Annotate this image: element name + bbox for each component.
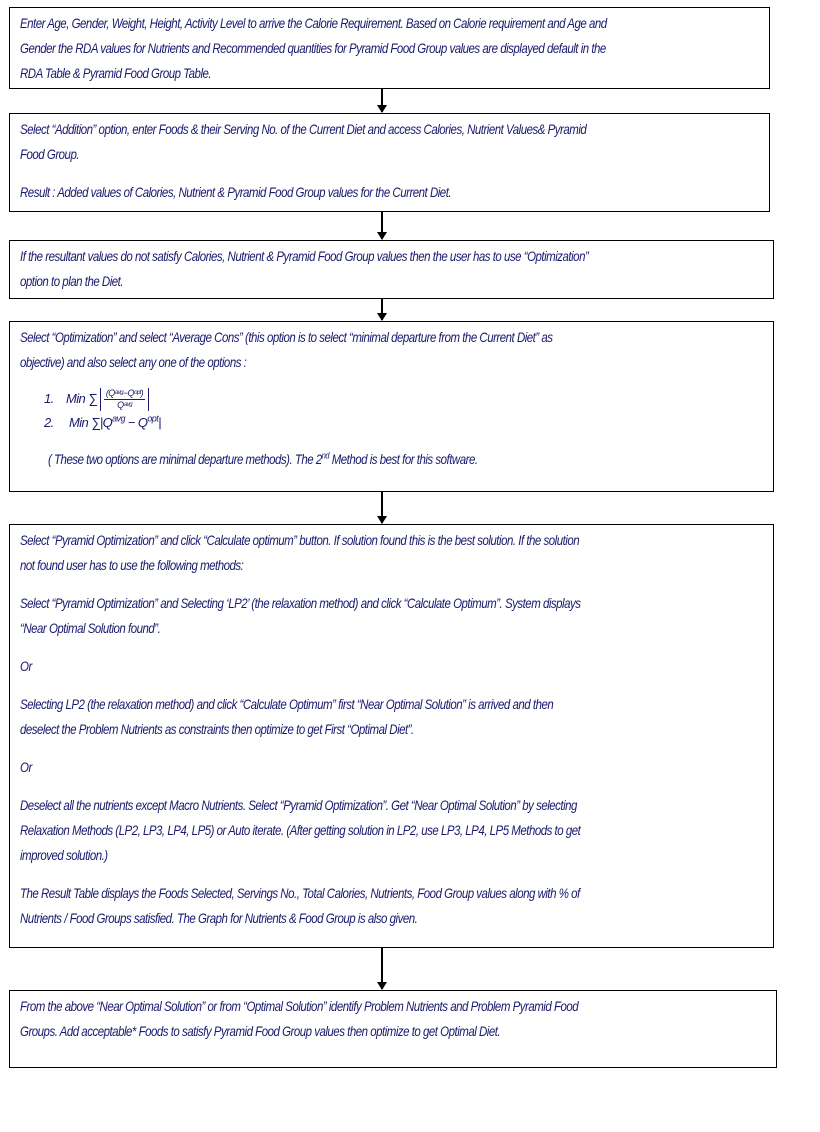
flow-step-3 <box>9 240 774 299</box>
step-5-or-2: Or <box>20 759 32 775</box>
option-2-q: Q <box>102 415 113 430</box>
flow-step-4 <box>9 321 774 492</box>
option-1-denominator: Qᵃᵛᵍ <box>117 399 132 410</box>
step-4-line-1: Select “Optimization” and select “Average Cons” (this option is to select “minimal departure from the Current Diet” as <box>20 329 553 345</box>
step-5-or-1: Or <box>20 658 32 674</box>
option-1-numerator: (Qᵃᵛᵍ−Qᵒᵖᵗ) <box>105 387 144 398</box>
step-5-p4-line-2: Relaxation Methods (LP2, LP3, LP4, LP5) or Auto iterate. (After getting solution in LP2, use LP3, LP4, LP5 Methods to get <box>20 822 581 838</box>
step-5-p4-line-1: Deselect all the nutrients except Macro Nutrients. Select “Pyramid Optimization”. Get “Near Optimal Solution” by selecting <box>20 797 577 813</box>
note-suffix: Method is best for this software. <box>329 451 478 467</box>
option-2-suffix: | <box>158 415 161 430</box>
flow-step-2 <box>9 113 770 212</box>
step-5-p3-line-1: Selecting LP2 (the relaxation method) and click “Calculate Optimum” first “Near Optimal Solution” is arrived and then <box>20 696 554 712</box>
flow-step-6 <box>9 990 777 1068</box>
step-1-line-2: Gender the RDA values for Nutrients and Recommended quantities for Pyramid Food Group values are displayed default in the <box>20 40 606 56</box>
flow-step-5 <box>9 524 774 948</box>
step-6-line-2: Groups. Add acceptable* Foods to satisfy Pyramid Food Group values then optimize to get Optimal Diet. <box>20 1023 501 1039</box>
arrow-down-icon <box>381 299 383 320</box>
note-prefix: ( These two options are minimal departure methods). The 2 <box>48 451 322 467</box>
step-2-result: Result : Added values of Calories, Nutrient & Pyramid Food Group values for the Current Diet. <box>20 184 452 200</box>
option-1-fraction <box>100 388 149 411</box>
step-5-p4-line-3: improved solution.) <box>20 847 108 863</box>
arrow-down-icon <box>381 948 383 989</box>
option-2-sup-opt: opt <box>147 413 159 424</box>
step-1-line-1: Enter Age, Gender, Weight, Height, Activity Level to arrive the Calorie Requirement. Based on Calorie requirement and Age and <box>20 15 607 31</box>
step-5-p5-line-2: Nutrients / Food Groups satisfied. The Graph for Nutrients & Food Group is also given. <box>20 910 418 926</box>
flow-step-1 <box>9 7 770 89</box>
step-6-line-1: From the above “Near Optimal Solution” or from “Optimal Solution” identify Problem Nutrients and Problem Pyramid Food <box>20 998 579 1014</box>
arrow-down-icon <box>381 492 383 523</box>
objective-option-1 <box>44 385 763 413</box>
step-2-line-2: Food Group. <box>20 146 80 162</box>
step-5-p1-line-1: Select “Pyramid Optimization” and click “Calculate optimum” button. If solution found this is the best solution. If the solution <box>20 532 580 548</box>
step-5-p2-line-1: Select “Pyramid Optimization” and Selecting ‘LP2’ (the relaxation method) and click “Calculate Optimum”. System displays <box>20 595 581 611</box>
arrow-down-icon <box>381 212 383 239</box>
arrow-down-icon <box>381 89 383 112</box>
option-2-minus: − Q <box>124 415 148 430</box>
option-1-prefix: Min ∑ <box>66 391 97 406</box>
step-1-line-3: RDA Table & Pyramid Food Group Table. <box>20 65 212 81</box>
option-2-number: 2. <box>44 415 54 430</box>
note-sup: nd <box>321 450 330 461</box>
option-1-number: 1. <box>44 391 54 406</box>
step-5-p1-line-2: not found user has to use the following methods: <box>20 557 244 573</box>
step-4-note <box>48 447 478 472</box>
step-5-p2-line-2: “Near Optimal Solution found”. <box>20 620 161 636</box>
step-5-p5-line-1: The Result Table displays the Foods Selected, Servings No., Total Calories, Nutrients, Food Group values along with % of <box>20 885 580 901</box>
option-2-prefix: Min ∑| <box>69 415 103 430</box>
step-3-line-1: If the resultant values do not satisfy Calories, Nutrient & Pyramid Food Group values then the user has to use “Optimization” <box>20 248 589 264</box>
step-5-p3-line-2: deselect the Problem Nutrients as constraints then optimize to get First “Optimal Diet”. <box>20 721 414 737</box>
objective-option-2 <box>44 413 763 433</box>
step-2-line-1: Select “Addition” option, enter Foods & their Serving No. of the Current Diet and access Calories, Nutrient Values& Pyramid <box>20 121 587 137</box>
step-4-line-2: objective) and also select any one of the options : <box>20 354 247 370</box>
option-2-sup-avg: avg <box>112 413 125 424</box>
step-3-line-2: option to plan the Diet. <box>20 273 124 289</box>
